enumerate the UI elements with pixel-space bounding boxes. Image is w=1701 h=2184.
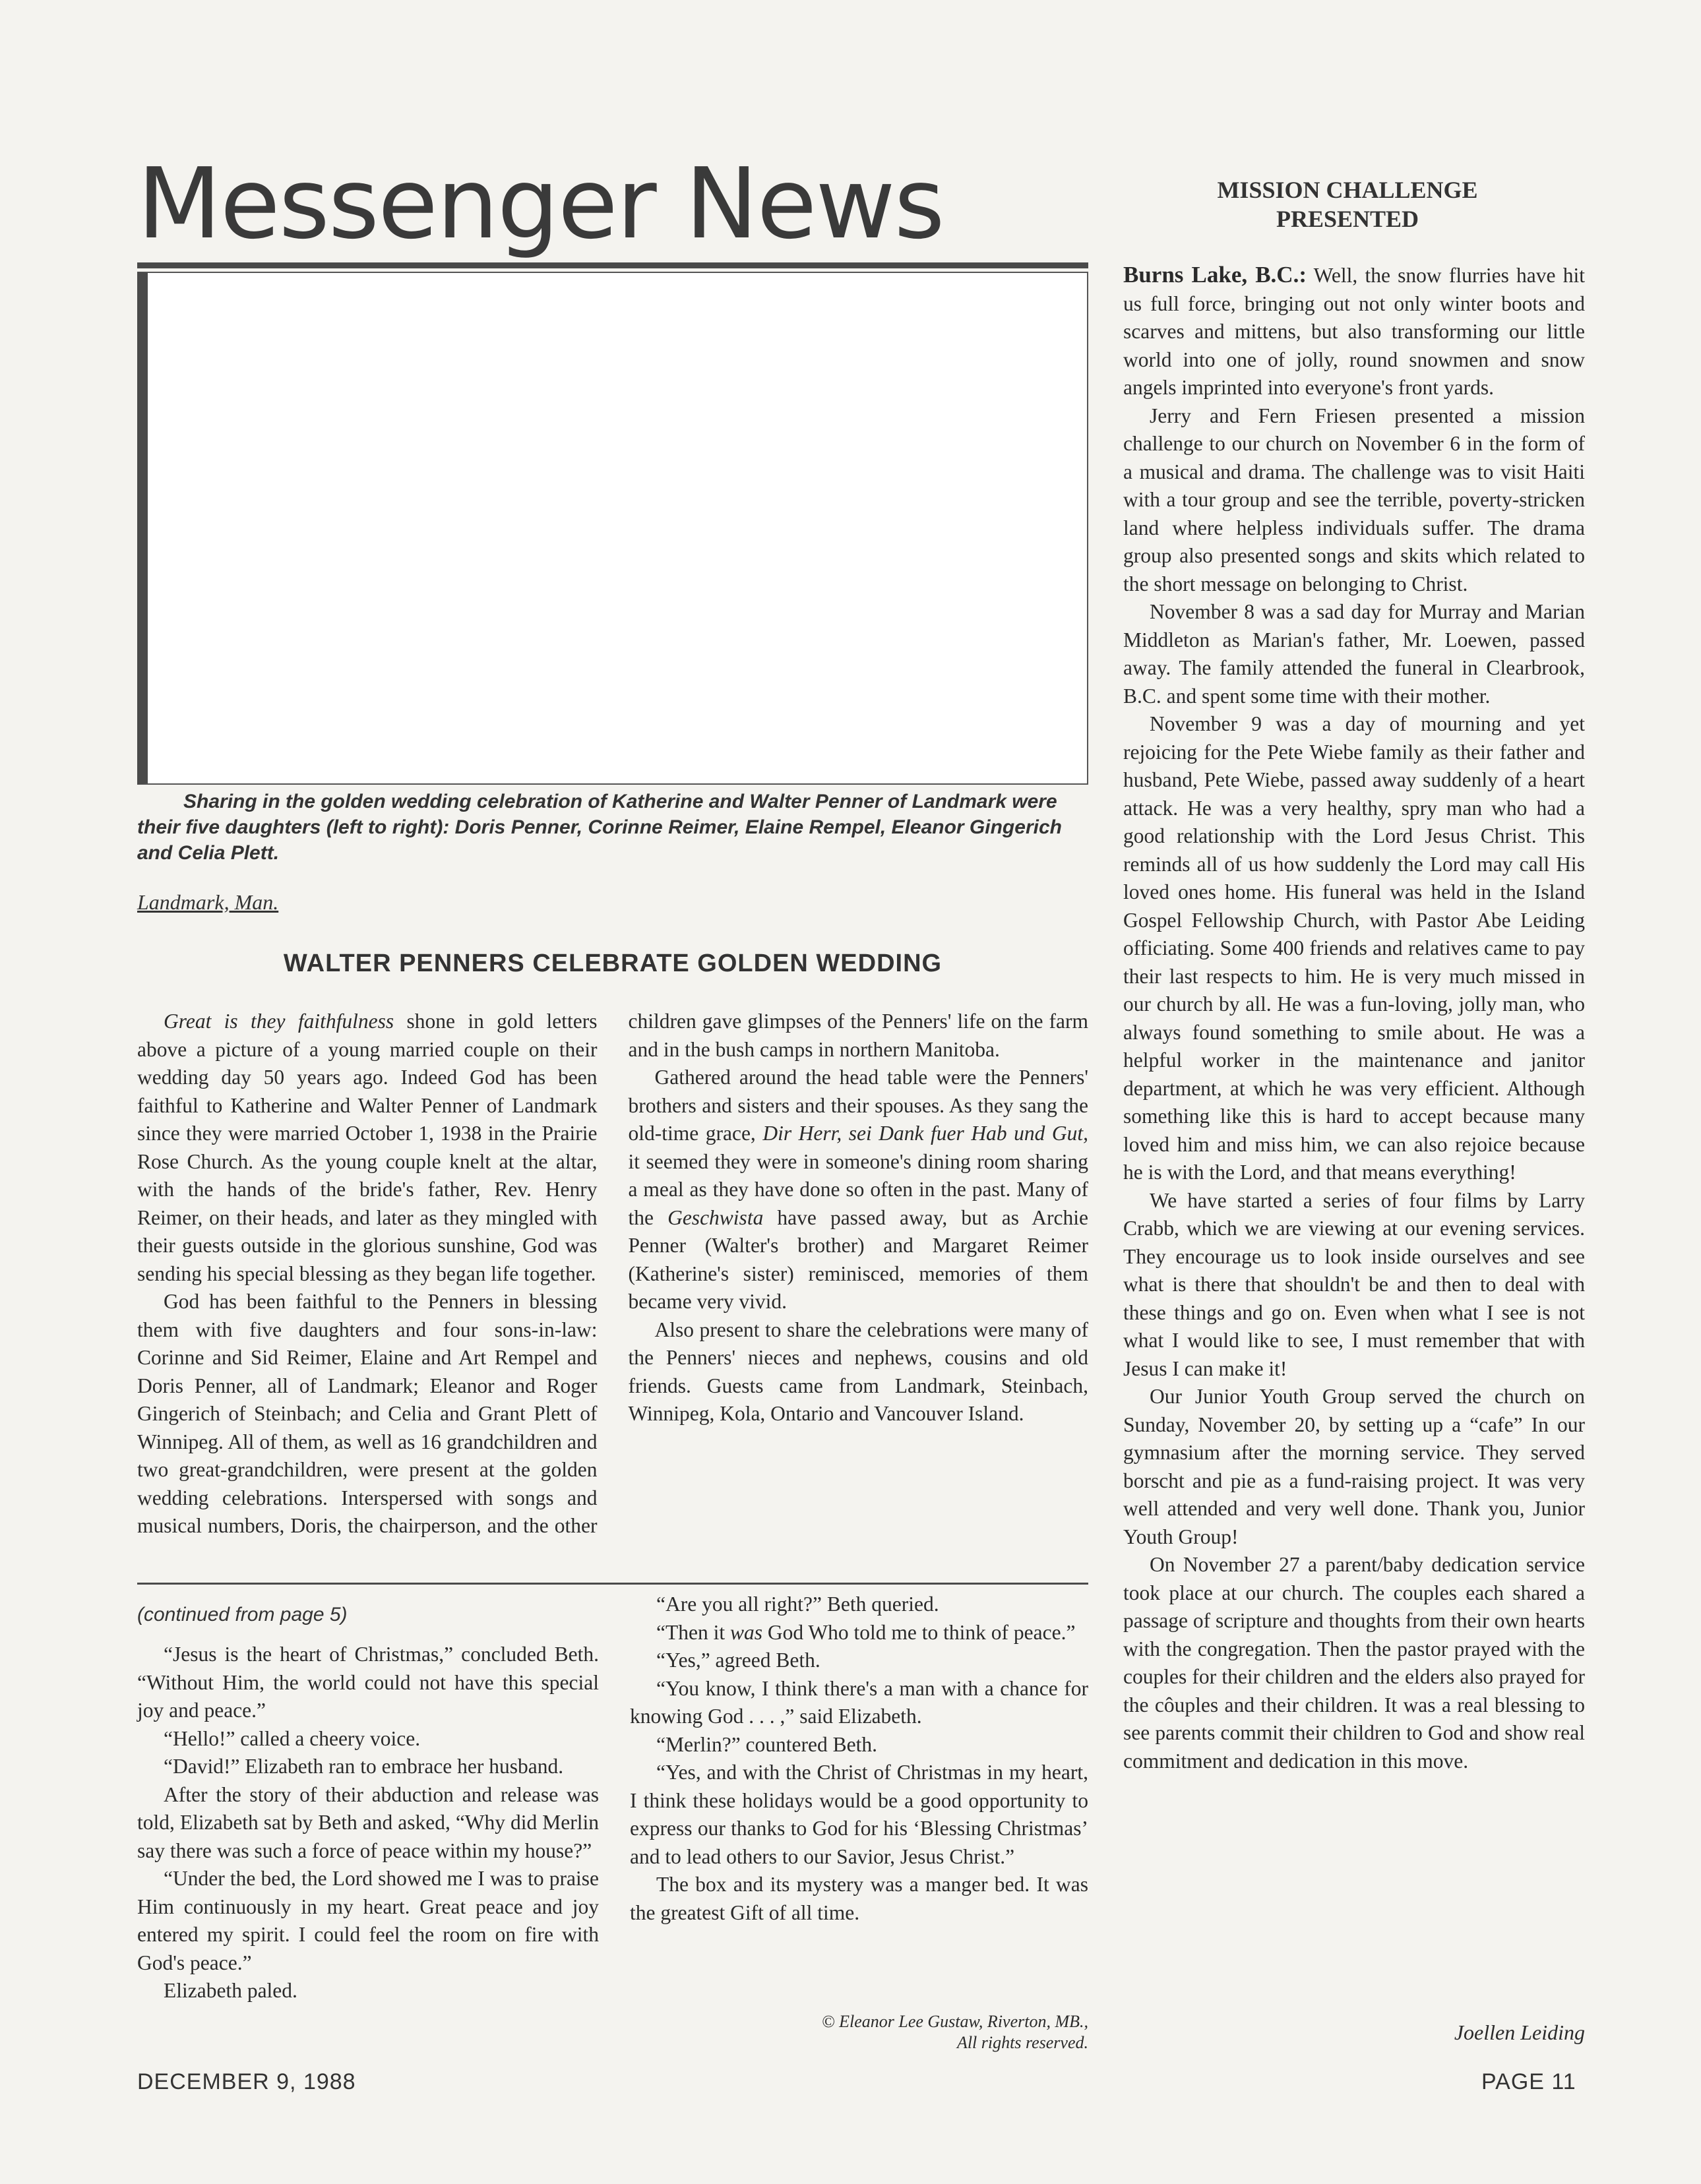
paragraph: Elizabeth paled. xyxy=(164,1979,297,2002)
paragraph: “Are you all right?” Beth queried. xyxy=(656,1592,939,1616)
paragraph: November 9 was a day of mourning and yet rejoicing for the Pete Wiebe family as their father and husband, Pete Wiebe, passed away suddenly of a heart attack. He was a very healthy, spry man who had a good relationship with the Lord Jesus Christ. This reminds all of us how suddenly the Lord may call His loved ones home. His funeral was held in the Island Gospel Fellowship Church, with Pastor Abe Leiding officiating. Some 400 friends and relatives came to pay their last respects to him. He is very much missed in our church by all. He was a fun-loving, jolly man, who always found something to smile about. He was a helpful worker in the maintenance and janitor department, at which he was very efficient. Although something like this is hard to accept because many loved him and miss him, we can also rejoice because he is with the Lord, and that means everything! xyxy=(1123,712,1585,1184)
paragraph xyxy=(630,1619,1088,1647)
paragraph: “Hello!” called a cheery voice. xyxy=(164,1726,421,1750)
paragraph-text: Gathered around the head table were the Penners' brothers and sisters and their spouses. As they sang the old-time grace, xyxy=(628,1066,1088,1145)
article-headline: WALTER PENNERS CELEBRATE GOLDEN WEDDING xyxy=(283,950,943,977)
paragraph: “David!” Elizabeth ran to embrace her husband. xyxy=(164,1755,564,1778)
paragraph xyxy=(137,1008,598,1288)
paragraph: On November 27 a parent/baby dedication service took place at our church. The couples each shared a passage of scripture and thoughts from their own hearts with the congregation. Then the pastor prayed with the couples for their children and the elders also prayed for the côuples and their children. It was a real blessing to see parents commit their children to God and show real commitment and dedication in this move. xyxy=(1123,1553,1585,1773)
paragraph: “Yes,” agreed Beth. xyxy=(656,1649,820,1672)
paragraph: “Yes, and with the Christ of Christmas in my heart, I think these holidays would be a good opportunity to express our thanks to God for his ‘Blessing Christmas’ and to lead others to our Savior, Jesus Christ.” xyxy=(630,1761,1088,1868)
paragraph: We have started a series of four films by Larry Crabb, which we are viewing at our evening services. They encourage us to look inside ourselves and see what is there that shouldn't be and then to deal with these things and go on. Even when what I see is not what I would like to see, I must remember that with Jesus I can make it! xyxy=(1123,1188,1585,1380)
paragraph xyxy=(629,1064,1089,1316)
paragraph: Also present to share the celebrations were many of the Penners' nieces and nephews, cousins and old friends. Guests came from Landmark, Steinbach, Winnipeg, Kola, Ontario and Vancouver Island. xyxy=(628,1318,1088,1425)
mission-headline xyxy=(1123,175,1572,233)
paragraph-text: Well, the snow flurries have hit us full force, bringing out not only winter boots and scarves and mittens, but also transforming our little world into one of jolly, round snowmen and snow angels imprinted into everyone's front yards. xyxy=(1123,264,1585,399)
copyright-line: © Eleanor Lee Gustaw, Riverton, MB., xyxy=(821,2012,1088,2031)
paragraph: “You know, I think there's a man with a chance for knowing God . . . ,” said Elizabeth. xyxy=(630,1676,1088,1728)
continued-note: (continued from page 5) xyxy=(137,1604,348,1625)
italic-text: Geschwista xyxy=(667,1205,764,1229)
paragraph-text: “Then it xyxy=(656,1620,730,1644)
section-divider xyxy=(137,1583,1088,1585)
paragraph: “Merlin?” countered Beth. xyxy=(656,1732,877,1756)
masthead-rule xyxy=(137,262,1088,268)
story-right-column xyxy=(630,1591,1088,1927)
paragraph: After the story of their abduction and release was told, Elizabeth sat by Beth and asked, “Why did Merlin say there was such a force of peace within my house?” xyxy=(137,1782,599,1862)
paragraph: “Jesus is the heart of Christmas,” concluded Beth. “Without Him, the world could not have this special joy and peace.” xyxy=(137,1643,599,1722)
italic-text: Great is they faithfulness xyxy=(164,1010,394,1033)
paragraph: “Under the bed, the Lord showed me I was to praise Him continuously in my heart. Great peace and joy entered my spirit. I could feel the room on fire with God's peace.” xyxy=(137,1867,599,1974)
mission-headline-line: MISSION CHALLENGE xyxy=(1217,177,1478,203)
copyright-line: All rights reserved. xyxy=(956,2033,1088,2052)
caption-text: Sharing in the golden wedding celebration of Katherine and Walter Penner of Landmark were their five daughters (left to right): Doris Penner, Corinne Reimer, Elaine Rempel, Eleanor Gingerich and Celia Plett. xyxy=(137,791,1062,864)
paragraph-text: it seemed they were in someone's dining room sharing a meal as they have done so often in the past. Many of the xyxy=(628,1149,1088,1229)
paragraph xyxy=(1123,261,1585,402)
italic-text: was xyxy=(729,1620,762,1644)
article-dateline: Landmark, Man. xyxy=(137,890,279,914)
copyright-notice xyxy=(630,2011,1088,2053)
paragraph: Our Junior Youth Group served the church on Sunday, November 20, by setting up a “cafe” In our gymnasium after the morning service. They served borscht and pie as a fund-raising project. It was very well attended and very well done. Thank you, Junior Youth Group! xyxy=(1123,1385,1585,1548)
story-left-column xyxy=(137,1641,599,2005)
italic-text: Dir Herr, sei Dank fuer Hab und Gut, xyxy=(762,1122,1088,1145)
paragraph-text: have passed away, but as Archie Penner (Walter's brother) and Margaret Reimer (Katherine's sister) reminisced, memories of them became very vivid. xyxy=(628,1205,1089,1313)
paragraph-text: God Who told me to think of peace.” xyxy=(762,1620,1076,1644)
paragraph: November 8 was a sad day for Murray and Marian Middleton as Marian's father, Mr. Loewen, passed away. The family attended the funeral in Clearbrook, B.C. and spent some time with their mother. xyxy=(1123,600,1585,708)
masthead-title: Messenger News xyxy=(137,147,944,260)
mission-headline-line: PRESENTED xyxy=(1276,206,1419,232)
paragraph: The box and its mystery was a manger bed. It was the greatest Gift of all time. xyxy=(630,1873,1088,1924)
mission-article-column xyxy=(1123,261,1585,1775)
footer-date: DECEMBER 9, 1988 xyxy=(137,2069,356,2094)
wedding-article-column xyxy=(137,1008,1088,1575)
author-signature: Joellen Leiding xyxy=(1454,2020,1585,2044)
paragraph: Jerry and Fern Friesen presented a mission challenge to our church on November 6 in the form of a musical and drama. The challenge was to visit Haiti with a tour group and see the terrible, poverty-stricken land where helpless individuals suffer. The drama group also presented songs and skits which related to the short message on belonging to Christ. xyxy=(1123,404,1585,595)
paragraph-text: shone in gold letters above a picture of a young married couple on their wedding day 50 years ago. Indeed God has been faithful to Katherine and Walter Penner of Landmark since they were married October 1, 1938 in the Prairie Rose Church. As the young couple knelt at the altar, with the hands of the bride's father, Rev. Henry Reimer, on their heads, and later as they mingled with their guests outside in the glorious sunshine, God was sending his special blessing as they began life together. xyxy=(137,1010,598,1285)
footer-page-number: PAGE 11 xyxy=(1481,2069,1576,2094)
wedding-photo xyxy=(137,272,1088,785)
lead-dateline: Burns Lake, B.C.: xyxy=(1123,262,1307,288)
photo-caption xyxy=(137,789,1088,866)
paragraph: God has been faithful to the Penners in blessing them with five daughters and four sons-in-law: Corinne and Sid Reimer, Elaine and Art Rempel and Doris Penner, all of Landmark; Eleanor and Roger Gingerich of Steinbach; and Celia and Grant Plett of Winnipeg. All of them, as well as 16 grandchildren and two great-grandchildren, were present at the golden wedding celebrations. Interspersed with songs and musical numbers, Doris, the chairperson, and the other children gave glimpses of the Penners' life on the farm and in the bush camps in northern Manitoba. xyxy=(137,1010,1088,1537)
